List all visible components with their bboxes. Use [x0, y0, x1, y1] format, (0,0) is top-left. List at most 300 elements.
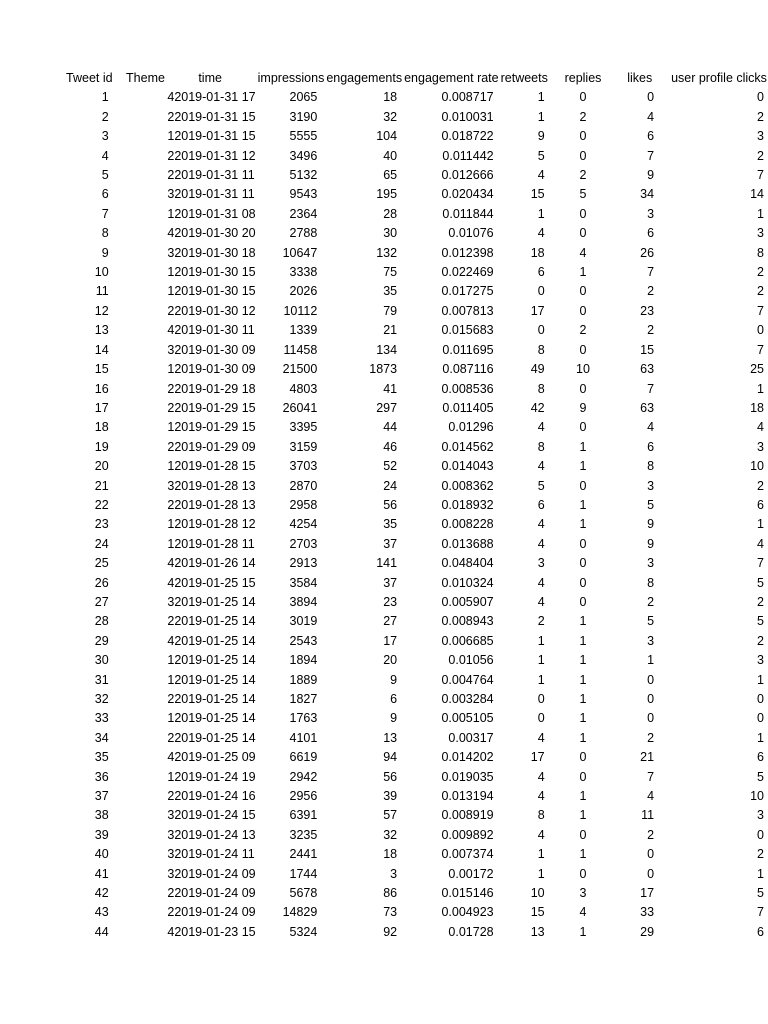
cell-likes: 3: [647, 633, 655, 648]
cell-replies: 0: [579, 148, 587, 163]
cell-retweets: 15: [530, 187, 545, 202]
cell-replies: 9: [579, 400, 587, 415]
cell-user-profile-clicks: 25: [750, 362, 764, 377]
cell-engagements: 21: [383, 323, 398, 338]
cell-tweet-id: 18: [94, 420, 109, 435]
cell-replies: 1: [579, 789, 587, 804]
table-row: [62, 903, 768, 922]
cell-impressions: 3338: [289, 265, 318, 280]
cell-time: 2019-01-25 14: [174, 672, 256, 687]
cell-theme: 1: [167, 265, 175, 280]
cell-time: 2019-01-28 11: [174, 536, 255, 551]
cell-retweets: 15: [530, 905, 545, 920]
cell-replies: 3: [579, 886, 587, 901]
cell-retweets: 1: [537, 866, 545, 881]
table-row: [62, 690, 768, 709]
cell-engagement-rate: 0.007813: [441, 303, 494, 318]
cell-replies: 0: [579, 769, 587, 784]
cell-engagement-rate: 0.018932: [441, 497, 494, 512]
cell-retweets: 1: [537, 109, 545, 124]
cell-time: 2019-01-30 15: [174, 265, 256, 280]
cell-retweets: 8: [537, 439, 545, 454]
table-row: [62, 554, 768, 573]
table-row: [62, 263, 768, 282]
header-time: time: [198, 71, 222, 85]
cell-likes: 0: [647, 692, 655, 706]
cell-retweets: 17: [530, 750, 545, 765]
cell-retweets: 0: [537, 284, 545, 299]
cell-engagements: 94: [383, 750, 398, 765]
cell-likes: 34: [640, 187, 655, 202]
cell-retweets: 8: [537, 342, 545, 357]
cell-tweet-id: 38: [94, 808, 109, 823]
cell-tweet-id: 28: [94, 614, 109, 629]
cell-impressions: 3703: [289, 459, 318, 474]
cell-tweet-id: 29: [94, 633, 109, 648]
cell-tweet-id: 4: [101, 148, 109, 163]
cell-engagements: 35: [383, 517, 398, 532]
cell-theme: 3: [167, 187, 175, 202]
data-table: [62, 69, 768, 942]
cell-likes: 21: [640, 750, 655, 765]
cell-likes: 17: [640, 886, 655, 901]
cell-theme: 4: [167, 323, 175, 338]
cell-likes: 0: [647, 672, 655, 687]
cell-replies: 1: [579, 711, 587, 726]
cell-engagements: 46: [383, 439, 398, 454]
cell-time: 2019-01-31 08: [174, 206, 256, 221]
cell-tweet-id: 31: [94, 672, 109, 687]
cell-replies: 0: [579, 284, 587, 299]
cell-theme: 4: [167, 556, 175, 571]
cell-engagement-rate: 0.087116: [442, 362, 494, 377]
cell-tweet-id: 24: [94, 536, 109, 551]
cell-replies: 0: [579, 206, 587, 221]
cell-impressions: 1827: [289, 692, 318, 706]
cell-user-profile-clicks: 8: [757, 245, 764, 260]
cell-time: 2019-01-31 12: [174, 148, 256, 163]
cell-engagements: 18: [383, 847, 398, 862]
cell-retweets: 4: [537, 536, 545, 551]
table-row: [62, 321, 768, 340]
cell-likes: 11: [641, 808, 655, 823]
header-tweet-id: Tweet id: [66, 71, 113, 85]
cell-theme: 4: [167, 226, 175, 241]
table-row: [62, 205, 768, 224]
cell-retweets: 0: [537, 711, 545, 726]
table-row: [62, 341, 768, 360]
cell-engagement-rate: 0.008536: [441, 381, 494, 396]
table-row: [62, 457, 768, 476]
cell-tweet-id: 36: [94, 769, 109, 784]
cell-replies: 1: [579, 692, 587, 706]
cell-engagement-rate: 0.013688: [441, 536, 494, 551]
cell-likes: 3: [647, 478, 655, 493]
cell-impressions: 10647: [282, 245, 318, 260]
cell-theme: 2: [167, 168, 175, 183]
cell-tweet-id: 14: [94, 342, 109, 357]
header-user-profile-clicks: user profile clicks: [671, 71, 767, 85]
cell-engagements: 30: [383, 226, 398, 241]
cell-engagement-rate: 0.010031: [441, 109, 494, 124]
cell-user-profile-clicks: 14: [750, 187, 764, 202]
cell-impressions: 3190: [289, 109, 318, 124]
cell-engagement-rate: 0.019035: [441, 769, 494, 784]
table-row: [62, 418, 768, 437]
cell-replies: 0: [579, 226, 587, 241]
cell-engagement-rate: 0.005105: [441, 711, 494, 726]
cell-engagement-rate: 0.011405: [442, 400, 494, 415]
cell-theme: 4: [167, 90, 175, 105]
cell-engagement-rate: 0.010324: [441, 575, 494, 590]
cell-retweets: 4: [537, 789, 545, 804]
cell-engagement-rate: 0.00172: [448, 866, 494, 881]
cell-engagement-rate: 0.01728: [448, 924, 494, 939]
cell-engagement-rate: 0.00317: [448, 730, 494, 745]
cell-user-profile-clicks: 7: [757, 303, 764, 318]
cell-likes: 9: [647, 168, 655, 183]
cell-likes: 1: [647, 653, 655, 668]
cell-engagements: 56: [383, 769, 398, 784]
cell-replies: 0: [579, 827, 587, 842]
cell-user-profile-clicks: 3: [757, 808, 764, 823]
cell-impressions: 2364: [289, 206, 318, 221]
cell-user-profile-clicks: 2: [757, 847, 764, 862]
cell-replies: 1: [579, 439, 587, 454]
cell-engagements: 37: [383, 536, 398, 551]
table-row: [62, 845, 768, 864]
cell-replies: 2: [579, 323, 587, 338]
cell-tweet-id: 41: [94, 866, 109, 881]
cell-engagements: 73: [383, 905, 398, 920]
cell-tweet-id: 25: [94, 556, 109, 571]
cell-tweet-id: 39: [94, 827, 109, 842]
cell-engagements: 27: [383, 614, 398, 629]
cell-tweet-id: 15: [94, 362, 109, 377]
cell-user-profile-clicks: 0: [757, 692, 764, 706]
cell-engagements: 17: [383, 633, 398, 648]
cell-engagements: 56: [383, 497, 398, 512]
cell-likes: 2: [647, 594, 655, 609]
cell-impressions: 4101: [289, 730, 318, 745]
cell-time: 2019-01-31 11: [174, 187, 255, 202]
cell-user-profile-clicks: 5: [757, 886, 764, 901]
cell-retweets: 8: [537, 381, 545, 396]
cell-tweet-id: 23: [94, 517, 109, 532]
cell-replies: 1: [579, 808, 587, 823]
cell-tweet-id: 5: [101, 168, 109, 183]
cell-theme: 2: [167, 109, 175, 124]
cell-likes: 0: [647, 847, 655, 862]
cell-impressions: 26041: [282, 400, 318, 415]
cell-theme: 2: [167, 303, 175, 318]
cell-time: 2019-01-25 14: [174, 711, 256, 726]
table-row: [62, 748, 768, 767]
cell-engagements: 28: [383, 206, 398, 221]
header-retweets: retweets: [500, 71, 548, 85]
cell-engagements: 32: [383, 109, 398, 124]
cell-retweets: 1: [537, 90, 545, 105]
cell-engagements: 195: [376, 187, 398, 202]
cell-tweet-id: 37: [94, 789, 109, 804]
table-row: [62, 244, 768, 263]
cell-engagement-rate: 0.012666: [441, 168, 494, 183]
cell-theme: 1: [167, 769, 175, 784]
cell-time: 2019-01-31 15: [174, 109, 256, 124]
table-row: [62, 612, 768, 631]
table-row: [62, 923, 768, 942]
cell-engagement-rate: 0.008943: [441, 614, 494, 629]
cell-impressions: 1889: [289, 672, 318, 687]
cell-tweet-id: 20: [94, 459, 109, 474]
cell-replies: 0: [579, 342, 587, 357]
table-row: [62, 806, 768, 825]
cell-theme: 3: [167, 847, 175, 862]
cell-retweets: 6: [537, 265, 545, 280]
cell-user-profile-clicks: 18: [750, 400, 764, 415]
cell-user-profile-clicks: 0: [757, 711, 764, 726]
cell-likes: 4: [647, 420, 655, 435]
cell-impressions: 5324: [289, 924, 318, 939]
cell-tweet-id: 2: [101, 109, 109, 124]
cell-impressions: 6391: [289, 808, 318, 823]
cell-engagements: 3: [390, 866, 398, 881]
cell-tweet-id: 32: [94, 692, 109, 706]
cell-impressions: 4254: [289, 517, 318, 532]
cell-retweets: 13: [530, 924, 545, 939]
cell-time: 2019-01-30 09: [174, 342, 256, 357]
cell-impressions: 1763: [289, 711, 318, 726]
cell-impressions: 2956: [289, 789, 318, 804]
cell-retweets: 1: [537, 847, 545, 862]
cell-likes: 2: [647, 730, 655, 745]
cell-engagements: 41: [383, 381, 398, 396]
cell-likes: 23: [640, 303, 655, 318]
cell-theme: 1: [167, 653, 175, 668]
cell-engagement-rate: 0.005907: [441, 594, 494, 609]
cell-retweets: 1: [537, 206, 545, 221]
table-row: [62, 147, 768, 166]
cell-impressions: 5678: [289, 886, 318, 901]
cell-likes: 0: [647, 90, 655, 105]
cell-likes: 8: [647, 575, 655, 590]
cell-replies: 0: [579, 750, 587, 765]
cell-user-profile-clicks: 10: [750, 789, 764, 804]
cell-impressions: 2543: [289, 633, 318, 648]
cell-theme: 4: [167, 575, 175, 590]
cell-retweets: 4: [537, 575, 545, 590]
cell-replies: 4: [579, 245, 587, 260]
table-row: [62, 671, 768, 690]
cell-likes: 5: [647, 497, 655, 512]
cell-engagement-rate: 0.013194: [441, 789, 494, 804]
cell-theme: 3: [167, 808, 175, 823]
cell-tweet-id: 43: [94, 905, 109, 920]
cell-retweets: 1: [537, 633, 545, 648]
cell-tweet-id: 16: [94, 381, 109, 396]
cell-engagements: 104: [376, 129, 398, 144]
cell-time: 2019-01-25 15: [174, 575, 256, 590]
cell-engagements: 86: [383, 886, 398, 901]
cell-tweet-id: 8: [101, 226, 109, 241]
cell-tweet-id: 27: [94, 594, 109, 609]
cell-likes: 15: [640, 342, 655, 357]
cell-engagements: 32: [383, 827, 398, 842]
cell-time: 2019-01-26 14: [174, 556, 256, 571]
header-likes: likes: [627, 71, 653, 85]
table-row: [62, 574, 768, 593]
cell-likes: 9: [647, 536, 655, 551]
cell-user-profile-clicks: 7: [757, 556, 764, 571]
cell-engagements: 13: [383, 730, 398, 745]
cell-tweet-id: 30: [94, 653, 109, 668]
cell-impressions: 2441: [289, 847, 318, 862]
cell-engagement-rate: 0.01076: [448, 226, 494, 241]
cell-engagements: 23: [383, 594, 398, 609]
cell-engagements: 37: [383, 575, 398, 590]
cell-user-profile-clicks: 1: [757, 866, 764, 881]
cell-impressions: 3395: [289, 420, 318, 435]
cell-user-profile-clicks: 6: [757, 924, 764, 939]
cell-engagement-rate: 0.011442: [442, 148, 494, 163]
cell-time: 2019-01-24 16: [174, 789, 256, 804]
cell-theme: 2: [167, 730, 175, 745]
cell-impressions: 10112: [283, 303, 318, 318]
cell-likes: 2: [647, 323, 655, 338]
cell-engagements: 35: [383, 284, 398, 299]
table-row: [62, 282, 768, 301]
table-row: [62, 865, 768, 884]
cell-engagement-rate: 0.022469: [441, 265, 494, 280]
cell-engagement-rate: 0.017275: [441, 284, 494, 299]
cell-engagements: 92: [383, 924, 398, 939]
cell-time: 2019-01-30 09: [174, 362, 256, 377]
cell-user-profile-clicks: 1: [757, 517, 764, 532]
cell-impressions: 2913: [289, 556, 318, 571]
cell-engagement-rate: 0.014562: [441, 439, 494, 454]
cell-likes: 6: [647, 129, 655, 144]
cell-tweet-id: 44: [94, 924, 109, 939]
cell-user-profile-clicks: 2: [757, 265, 764, 280]
table-row: [62, 535, 768, 554]
cell-theme: 1: [167, 420, 175, 435]
cell-engagement-rate: 0.011844: [442, 206, 494, 221]
cell-likes: 0: [647, 866, 655, 881]
cell-user-profile-clicks: 6: [757, 497, 764, 512]
cell-likes: 29: [640, 924, 655, 939]
cell-time: 2019-01-28 13: [174, 497, 256, 512]
table-row: [62, 496, 768, 515]
cell-tweet-id: 17: [94, 400, 109, 415]
cell-time: 2019-01-29 18: [174, 381, 256, 396]
table-row: [62, 127, 768, 146]
cell-engagement-rate: 0.008717: [441, 90, 494, 105]
cell-replies: 1: [579, 265, 587, 280]
cell-retweets: 4: [537, 168, 545, 183]
cell-user-profile-clicks: 7: [757, 168, 764, 183]
cell-replies: 0: [579, 90, 587, 105]
cell-retweets: 4: [537, 827, 545, 842]
cell-time: 2019-01-31 11: [174, 168, 255, 183]
cell-theme: 1: [167, 459, 175, 474]
cell-engagement-rate: 0.020434: [441, 187, 494, 202]
cell-replies: 0: [579, 866, 587, 881]
table-body: [62, 88, 768, 942]
cell-engagements: 40: [383, 148, 398, 163]
cell-engagements: 79: [383, 303, 398, 318]
cell-engagement-rate: 0.011695: [442, 342, 494, 357]
cell-replies: 1: [579, 459, 587, 474]
cell-time: 2019-01-23 15: [174, 924, 256, 939]
cell-engagement-rate: 0.008362: [441, 478, 494, 493]
cell-engagements: 134: [376, 342, 398, 357]
cell-theme: 2: [167, 789, 175, 804]
cell-likes: 26: [640, 245, 655, 260]
cell-theme: 1: [167, 129, 175, 144]
cell-likes: 2: [647, 827, 655, 842]
cell-user-profile-clicks: 2: [757, 148, 764, 163]
cell-impressions: 14829: [282, 905, 318, 920]
cell-theme: 2: [167, 886, 175, 901]
cell-replies: 0: [579, 478, 587, 493]
cell-replies: 1: [579, 633, 587, 648]
header-engagement-rate: engagement rate: [404, 71, 499, 85]
table-row: [62, 166, 768, 185]
cell-theme: 1: [167, 711, 175, 726]
table-row: [62, 768, 768, 787]
table-row: [62, 88, 768, 107]
table-row: [62, 360, 768, 379]
cell-engagements: 9: [390, 711, 398, 726]
cell-time: 2019-01-31 15: [174, 129, 256, 144]
cell-retweets: 1: [537, 653, 545, 668]
cell-retweets: 0: [537, 692, 545, 706]
cell-replies: 0: [579, 575, 587, 590]
cell-tweet-id: 33: [94, 711, 109, 726]
cell-user-profile-clicks: 3: [757, 129, 764, 144]
cell-replies: 1: [579, 497, 587, 512]
cell-impressions: 3894: [289, 594, 318, 609]
cell-engagements: 52: [383, 459, 398, 474]
cell-likes: 5: [647, 614, 655, 629]
cell-tweet-id: 19: [94, 439, 109, 454]
cell-time: 2019-01-28 12: [174, 517, 256, 532]
cell-tweet-id: 3: [101, 129, 109, 144]
cell-likes: 7: [647, 265, 655, 280]
cell-time: 2019-01-25 14: [174, 692, 256, 706]
cell-theme: 4: [167, 633, 175, 648]
cell-engagement-rate: 0.01056: [448, 653, 494, 668]
cell-likes: 7: [647, 148, 655, 163]
cell-time: 2019-01-25 14: [174, 730, 256, 745]
cell-impressions: 2788: [289, 226, 318, 241]
cell-impressions: 9543: [289, 187, 318, 202]
cell-impressions: 3496: [289, 148, 318, 163]
cell-retweets: 18: [530, 245, 545, 260]
cell-retweets: 17: [530, 303, 545, 318]
cell-retweets: 3: [537, 556, 545, 571]
cell-tweet-id: 9: [101, 245, 109, 260]
cell-user-profile-clicks: 2: [757, 109, 764, 124]
cell-engagements: 297: [376, 400, 398, 415]
cell-user-profile-clicks: 0: [757, 90, 764, 105]
cell-impressions: 4803: [289, 381, 318, 396]
cell-theme: 4: [167, 924, 175, 939]
cell-theme: 2: [167, 148, 175, 163]
cell-engagement-rate: 0.014043: [441, 459, 494, 474]
cell-theme: 3: [167, 594, 175, 609]
cell-time: 2019-01-30 11: [174, 323, 255, 338]
